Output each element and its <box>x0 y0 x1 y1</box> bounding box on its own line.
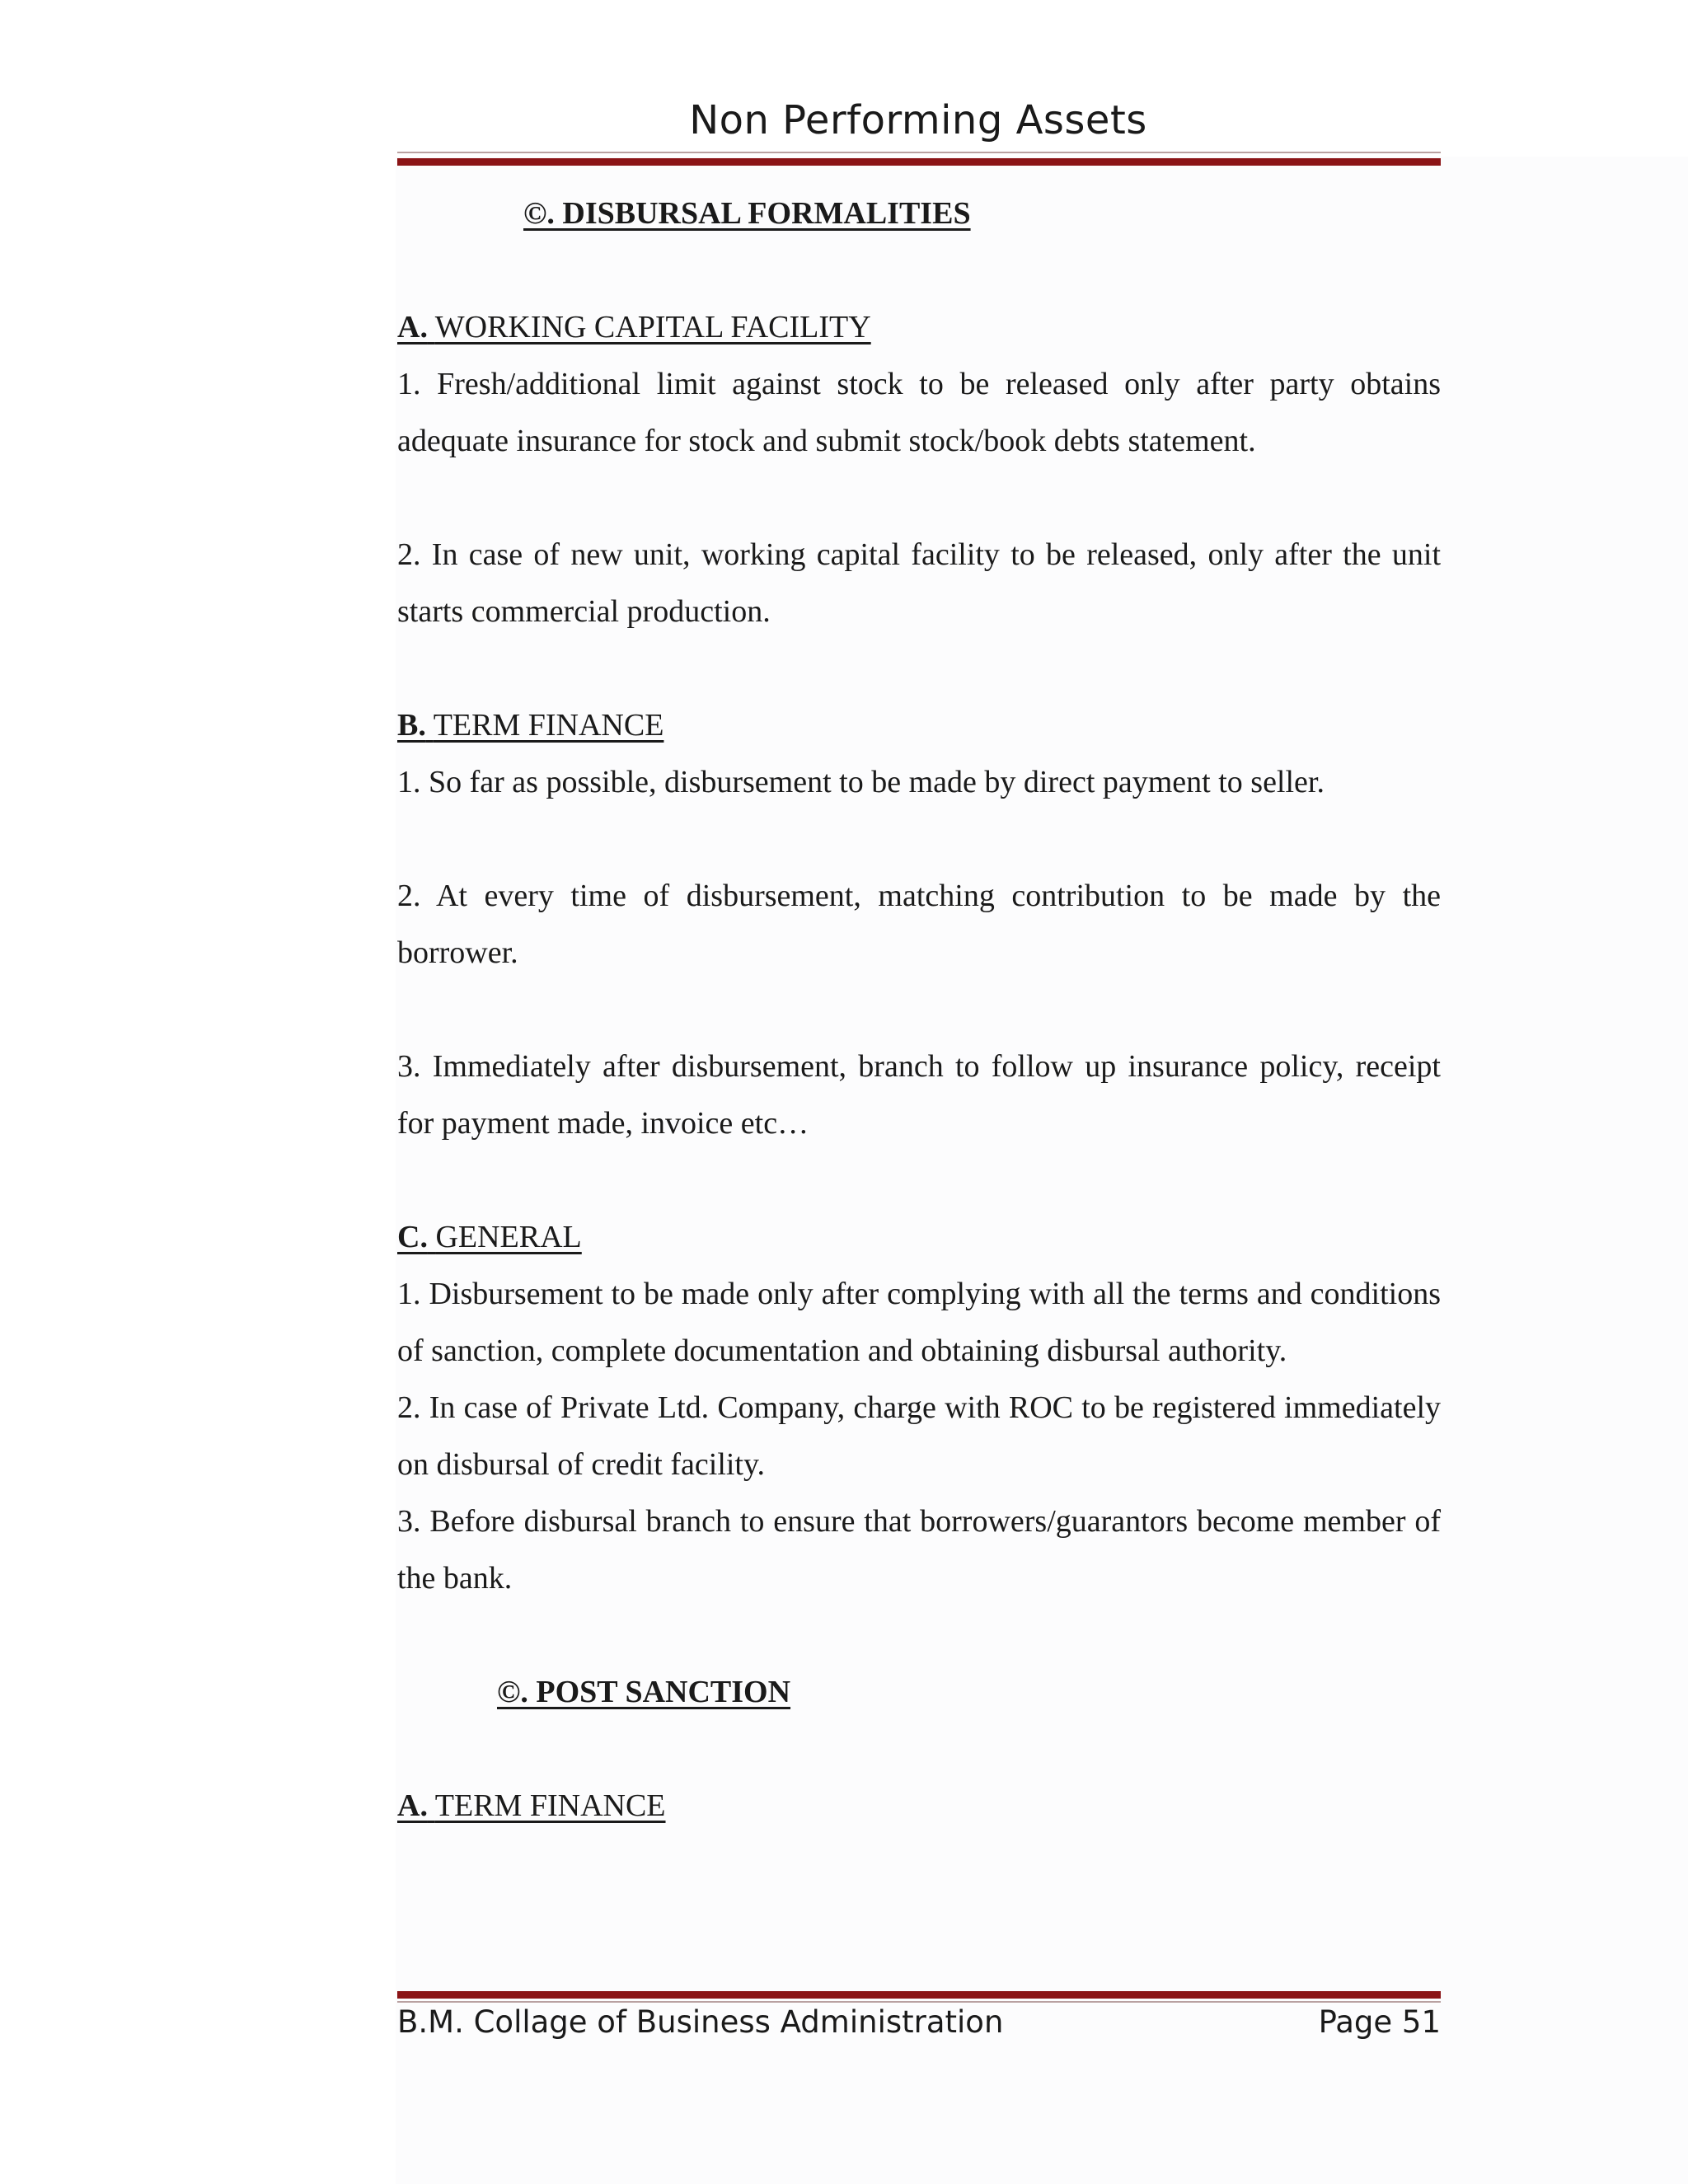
document-body <box>397 185 1441 1835</box>
paragraph-general-1: 1. Disbursement to be made only after complying with all the terms and conditions of sanction, complete documentation and obtaining disbursal authority. <box>397 1277 1441 1368</box>
header-rule-thin <box>397 152 1441 153</box>
page-header-title: Non Performing Assets <box>689 97 1147 143</box>
paragraph-tf-3: 3. Immediately after disbursement, branch to follow up insurance policy, receipt for payment made, invoice etc… <box>397 1049 1441 1141</box>
footer-page-number: Page 51 <box>1318 2004 1441 2040</box>
subheading-letter: A. <box>397 310 428 344</box>
paragraph-wc-2: 2. In case of new unit, working capital facility to be released, only after the unit starts commercial production. <box>397 537 1441 629</box>
subheading-general <box>397 1209 1441 1266</box>
header-rule-thick <box>397 158 1441 166</box>
subheading-label: TERM FINANCE <box>433 708 664 743</box>
subheading-label: GENERAL <box>435 1220 582 1254</box>
subheading-post-term-finance <box>397 1778 1441 1835</box>
subheading-label: TERM FINANCE <box>434 1788 666 1823</box>
paragraph-wc-1: 1. Fresh/additional limit against stock to be released only after party obtains adequate insurance for stock and submit stock/book debts statement. <box>397 367 1441 458</box>
paragraph-tf-2: 2. At every time of disbursement, matching contribution to be made by the borrower. <box>397 879 1441 970</box>
subheading-letter: A. <box>397 1788 428 1823</box>
footer-rule-thin <box>397 2001 1441 2003</box>
paragraph-general-3: 3. Before disbursal branch to ensure that borrowers/guarantors become member of the bank. <box>397 1504 1441 1596</box>
subheading-working-capital <box>397 299 1441 356</box>
subheading-letter: C. <box>397 1220 428 1254</box>
section-title-disbursal: ©. DISBURSAL FORMALITIES <box>523 196 971 231</box>
footer-college-name: B.M. Collage of Business Administration <box>397 2004 1004 2040</box>
subheading-letter: B. <box>397 708 426 743</box>
paragraph-general-2: 2. In case of Private Ltd. Company, charge with ROC to be registered immediately on disbursal of credit facility. <box>397 1390 1441 1482</box>
subheading-label: WORKING CAPITAL FACILITY <box>434 310 871 344</box>
footer-rule-thick <box>397 1991 1441 1999</box>
paragraph-tf-1: 1. So far as possible, disbursement to be made by direct payment to seller. <box>397 765 1325 799</box>
subheading-term-finance <box>397 697 1441 754</box>
section-title-post-sanction: ©. POST SANCTION <box>497 1675 791 1709</box>
